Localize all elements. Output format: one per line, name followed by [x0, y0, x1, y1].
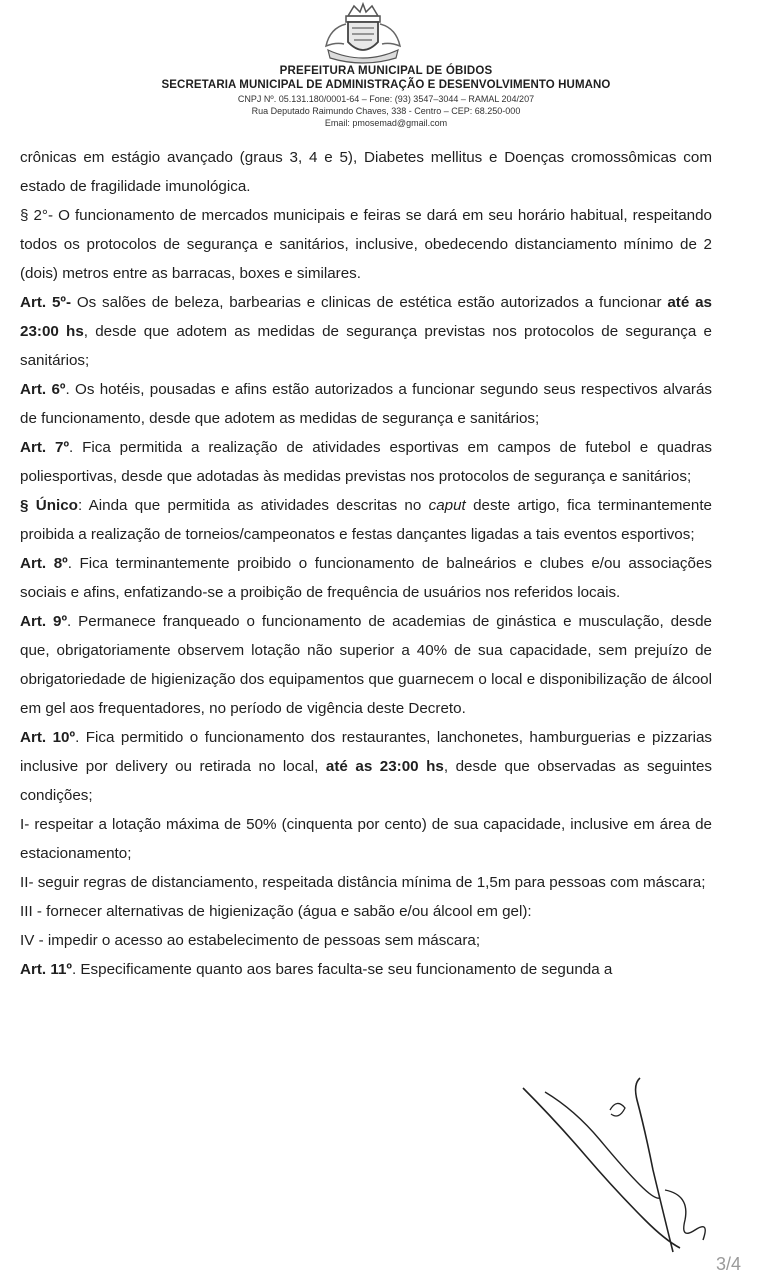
article-11: Art. 11º. Especificamente quanto aos bares faculta-se seu funcionamento de segunda a [20, 961, 613, 978]
header-title: PREFEITURA MUNICIPAL DE ÓBIDOS [279, 65, 493, 77]
header-email: Email: pmosemad@gmail.com [324, 118, 448, 128]
document-body [20, 143, 712, 984]
handwritten-signature [515, 1070, 715, 1260]
item-iv: IV - impedir o acesso ao estabelecimento de pessoas sem máscara; [20, 932, 481, 949]
header-cnpj: CNPJ Nº. 05.131.180/0001-64 – Fone: (93) 3547–3044 – RAMAL 204/207 [237, 94, 535, 104]
header-address: Rua Deputado Raimundo Chaves, 338 - Centro – CEP: 68.250-000 [251, 106, 521, 116]
item-i: I- respeitar a lotação máxima de 50% (cinquenta por cento) de sua capacidade, inclusive em área de estacionamento; [20, 816, 712, 862]
article-5: Art. 5º- Os salões de beleza, barbearias e clinicas de estética estão autorizados a funcionar até as 23:00 hs, desde que adotem as medidas de segurança previstas nos protocolos de segurança e sanitários; [20, 294, 712, 369]
article-5-label: Art. 5º- [20, 294, 72, 311]
paragraph-continuation: crônicas em estágio avançado (graus 3, 4 e 5), Diabetes mellitus e Doenças cromossômicas com estado de fragilidade imunológica. [20, 149, 712, 195]
article-6-label: Art. 6º [20, 381, 66, 398]
article-9: Art. 9º. Permanece franqueado o funcionamento de academias de ginástica e musculação, desde que, obrigatoriamente observem lotação não superior a 40% de sua capacidade, sem prejuízo de obrigatoriedade de higienização dos equipamentos que guarnecem o local e disponibilização de álcool em gel aos frequentadores, no período de vigência deste Decreto. [20, 613, 712, 717]
paragraph-unico: § Único: Ainda que permitida as atividades descritas no caput deste artigo, fica terminantemente proibida a realização de torneios/campeonatos e festas dançantes ligadas a tais eventos esportivos; [20, 497, 712, 543]
article-10: Art. 10º. Fica permitido o funcionamento dos restaurantes, lanchonetes, hamburguerias e pizzarias inclusive por delivery ou retirada no local, até as 23:00 hs, desde que observadas as seguintes condições; [20, 729, 712, 804]
article-9-label: Art. 9º [20, 613, 68, 630]
municipal-coat-of-arms [318, 2, 408, 66]
article-11-label: Art. 11º [20, 961, 72, 978]
article-7-label: Art. 7º [20, 439, 70, 456]
unico-label: § Único [20, 497, 78, 514]
article-10-label: Art. 10º [20, 729, 76, 746]
paragraph-section-2: § 2°- O funcionamento de mercados municipais e feiras se dará em seu horário habitual, respeitando todos os protocolos de segurança e sanitários, inclusive, obedecendo distanciamento mínimo de 2 (dois) metros entre as barracas, boxes e similares. [20, 207, 712, 282]
page-number: 3/4 [716, 1254, 742, 1274]
header-secretaria: SECRETARIA MUNICIPAL DE ADMINISTRAÇÃO E DESENVOLVIMENTO HUMANO [161, 79, 611, 91]
item-ii: II- seguir regras de distanciamento, respeitada distância mínima de 1,5m para pessoas com máscara; [20, 874, 706, 891]
article-7: Art. 7º. Fica permitida a realização de atividades esportivas em campos de futebol e quadras poliesportivas, desde que adotadas às medidas previstas nos protocolos de segurança e sanitários; [20, 439, 712, 485]
article-6: Art. 6º. Os hotéis, pousadas e afins estão autorizados a funcionar segundo seus respectivos alvarás de funcionamento, desde que adotem as medidas de segurança e sanitários; [20, 381, 713, 427]
article-8: Art. 8º. Fica terminantemente proibido o funcionamento de balneários e clubes e/ou associações sociais e afins, enfatizando-se a proibição de frequência de usuários nos referidos locais. [20, 555, 712, 601]
item-iii: III - fornecer alternativas de higienização (água e sabão e/ou álcool em gel): [20, 903, 532, 920]
article-8-label: Art. 8º [20, 555, 68, 572]
